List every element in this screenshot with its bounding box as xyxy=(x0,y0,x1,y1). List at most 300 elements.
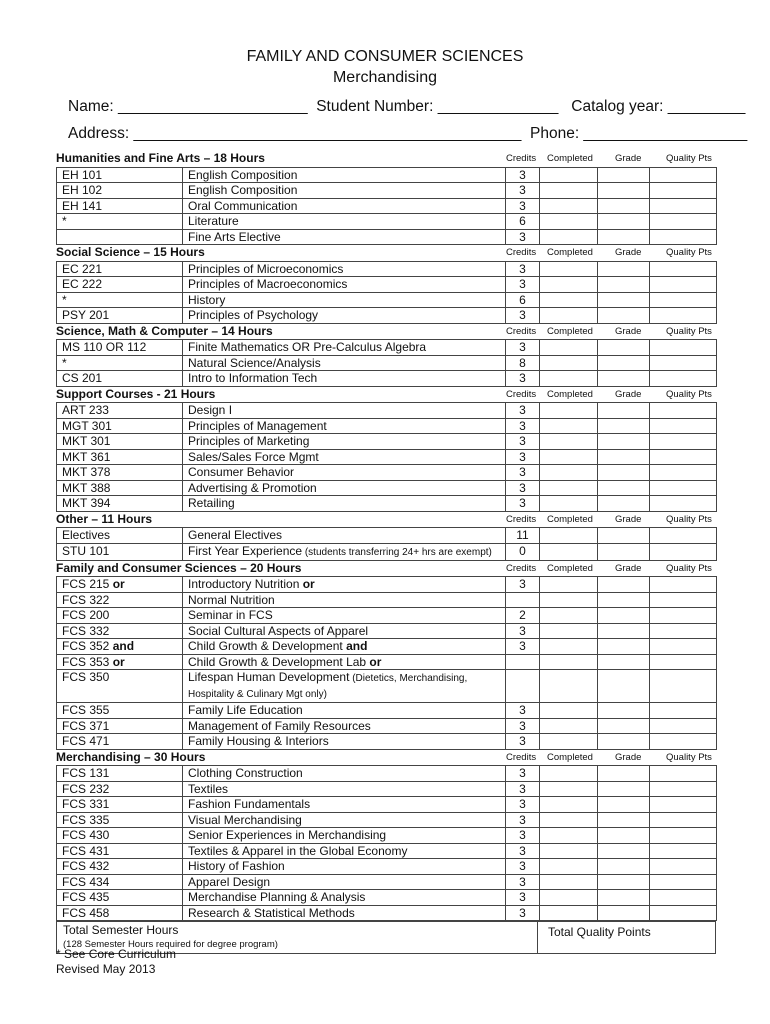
quality-pts-cell[interactable] xyxy=(650,198,717,214)
grade-cell[interactable] xyxy=(598,528,650,544)
quality-pts-cell[interactable] xyxy=(650,766,717,782)
course-row xyxy=(57,183,717,199)
code-cell xyxy=(57,843,183,859)
column-headers xyxy=(504,752,716,766)
course-row xyxy=(57,874,717,890)
grade-cell[interactable] xyxy=(598,261,650,277)
course-name: Management of Family Resources xyxy=(188,718,371,733)
quality-pts-cell[interactable] xyxy=(650,214,717,230)
column-headers xyxy=(504,563,716,577)
grade-cell[interactable] xyxy=(598,797,650,813)
course-row xyxy=(57,654,717,670)
completed-cell[interactable] xyxy=(540,781,598,797)
column-headers xyxy=(504,514,716,528)
completed-cell[interactable] xyxy=(540,797,598,813)
total-hours-note: (128 Semester Hours required for degree program) xyxy=(63,939,278,950)
code-cell xyxy=(57,797,183,813)
section-header xyxy=(56,245,716,261)
completed-cell[interactable] xyxy=(540,496,598,512)
completed-cell[interactable] xyxy=(540,718,598,734)
quality-pts-cell[interactable] xyxy=(650,528,717,544)
quality-pts-cell[interactable] xyxy=(650,623,717,639)
completed-cell[interactable] xyxy=(540,812,598,828)
grade-cell[interactable] xyxy=(598,859,650,875)
grade-cell[interactable] xyxy=(598,308,650,324)
completed-cell[interactable] xyxy=(540,167,598,183)
course-code: * xyxy=(62,214,67,228)
course-code: FCS 434 xyxy=(62,874,110,889)
section-header xyxy=(56,387,716,403)
completed-cell[interactable] xyxy=(540,639,598,655)
course-code: FCS 458 xyxy=(62,905,110,920)
credits-cell: 3 xyxy=(506,449,540,465)
course-code: MGT 301 xyxy=(62,418,112,433)
course-name: Senior Experiences in Merchandising xyxy=(188,828,387,842)
credits-cell: 3 xyxy=(506,781,540,797)
completed-cell[interactable] xyxy=(540,890,598,906)
quality-pts-cell[interactable] xyxy=(650,670,717,703)
quality-pts-cell[interactable] xyxy=(650,292,717,308)
completed-cell[interactable] xyxy=(540,654,598,670)
course-row xyxy=(57,859,717,875)
course-row xyxy=(57,623,717,639)
course-row xyxy=(57,577,717,593)
grade-cell[interactable] xyxy=(598,812,650,828)
course-code: EC 222 xyxy=(62,277,103,291)
course-code: EH 141 xyxy=(62,198,103,213)
credits-cell: 3 xyxy=(506,496,540,512)
quality-pts-cell[interactable] xyxy=(650,654,717,670)
quality-pts-cell[interactable] xyxy=(650,812,717,828)
course-cell xyxy=(183,528,506,544)
quality-pts-cell[interactable] xyxy=(650,496,717,512)
course-cell xyxy=(183,167,506,183)
grade-cell[interactable] xyxy=(598,577,650,593)
quality-pts-cell[interactable] xyxy=(650,403,717,419)
quality-pts-cell[interactable] xyxy=(650,434,717,450)
completed-header: Completed xyxy=(547,513,593,525)
course-row xyxy=(57,812,717,828)
code-cell xyxy=(57,543,183,560)
grade-cell[interactable] xyxy=(598,403,650,419)
quality-pts-cell[interactable] xyxy=(650,608,717,624)
grade-cell[interactable] xyxy=(598,198,650,214)
grade-cell[interactable] xyxy=(598,623,650,639)
code-cell xyxy=(57,859,183,875)
completed-cell[interactable] xyxy=(540,734,598,750)
quality-pts-cell[interactable] xyxy=(650,183,717,199)
core-curriculum-note: * See Core Curriculum xyxy=(56,947,177,961)
quality-pts-cell[interactable] xyxy=(650,480,717,496)
grade-cell[interactable] xyxy=(598,292,650,308)
course-name: Normal Nutrition xyxy=(188,592,275,607)
code-cell xyxy=(57,608,183,624)
credits-cell: 3 xyxy=(506,703,540,719)
course-row xyxy=(57,639,717,655)
course-name: Merchandise Planning & Analysis xyxy=(188,890,366,904)
completed-cell[interactable] xyxy=(540,183,598,199)
credits-cell: 3 xyxy=(506,859,540,875)
course-name: Natural Science/Analysis xyxy=(188,355,321,370)
completed-cell[interactable] xyxy=(540,543,598,560)
completed-cell[interactable] xyxy=(540,355,598,371)
grade-cell[interactable] xyxy=(598,355,650,371)
code-cell xyxy=(57,670,183,703)
grade-cell[interactable] xyxy=(598,781,650,797)
grade-cell[interactable] xyxy=(598,480,650,496)
grade-cell[interactable] xyxy=(598,890,650,906)
credits-cell: 3 xyxy=(506,766,540,782)
course-cell xyxy=(183,308,506,324)
grade-cell[interactable] xyxy=(598,608,650,624)
course-code: MKT 378 xyxy=(62,465,111,479)
grade-cell[interactable] xyxy=(598,449,650,465)
course-name: Consumer Behavior xyxy=(188,465,295,479)
completed-header: Completed xyxy=(547,388,593,400)
completed-cell[interactable] xyxy=(540,592,598,608)
code-cell xyxy=(57,198,183,214)
course-code: FCS 432 xyxy=(62,859,110,873)
grade-cell[interactable] xyxy=(598,828,650,844)
credits-cell: 3 xyxy=(506,623,540,639)
column-headers xyxy=(504,153,716,167)
course-name: General Electives xyxy=(188,528,283,542)
credits-cell: 11 xyxy=(506,528,540,544)
code-cell xyxy=(57,449,183,465)
grade-cell[interactable] xyxy=(598,465,650,481)
grade-cell[interactable] xyxy=(598,639,650,655)
grade-cell[interactable] xyxy=(598,340,650,356)
credits-cell: 3 xyxy=(506,639,540,655)
code-cell xyxy=(57,167,183,183)
completed-cell[interactable] xyxy=(540,703,598,719)
quality-pts-cell[interactable] xyxy=(650,277,717,293)
quality-pts-cell[interactable] xyxy=(650,843,717,859)
course-name: Lifespan Human Development xyxy=(188,670,350,684)
course-row xyxy=(57,890,717,906)
section-header xyxy=(56,151,716,167)
code-cell xyxy=(57,703,183,719)
code-cell xyxy=(57,465,183,481)
completed-cell[interactable] xyxy=(540,874,598,890)
total-hours-label: Total Semester Hours xyxy=(63,923,179,937)
code-cell xyxy=(57,183,183,199)
credits-cell: 3 xyxy=(506,465,540,481)
grade-cell[interactable] xyxy=(598,843,650,859)
course-row xyxy=(57,905,717,921)
code-cell xyxy=(57,434,183,450)
completed-cell[interactable] xyxy=(540,528,598,544)
course-cell xyxy=(183,292,506,308)
course-cell xyxy=(183,543,506,560)
course-name: Fine Arts Elective xyxy=(188,229,281,244)
course-row xyxy=(57,292,717,308)
section-title: Merchandising – 30 Hours xyxy=(56,749,206,764)
course-table xyxy=(56,339,717,387)
grade-cell[interactable] xyxy=(598,905,650,921)
course-row xyxy=(57,797,717,813)
grade-cell[interactable] xyxy=(598,654,650,670)
course-cell xyxy=(183,577,506,593)
quality-pts-cell[interactable] xyxy=(650,229,717,245)
quality-pts-cell[interactable] xyxy=(650,734,717,750)
grade-cell[interactable] xyxy=(598,167,650,183)
course-code: FCS 131 xyxy=(62,766,110,780)
credits-cell: 3 xyxy=(506,261,540,277)
course-name: Child Growth & Development Lab xyxy=(188,654,367,669)
credits-cell: 0 xyxy=(506,543,540,560)
credits-cell xyxy=(506,670,540,703)
completed-cell[interactable] xyxy=(540,766,598,782)
grade-header: Grade xyxy=(615,513,642,525)
quality-pts-cell[interactable] xyxy=(650,905,717,921)
course-row xyxy=(57,434,717,450)
quality-pts-cell[interactable] xyxy=(650,828,717,844)
grade-cell[interactable] xyxy=(598,734,650,750)
credits-cell: 3 xyxy=(506,229,540,245)
course-row xyxy=(57,277,717,293)
quality-pts-cell[interactable] xyxy=(650,418,717,434)
course-name: Principles of Management xyxy=(188,418,327,433)
course-table xyxy=(56,765,717,921)
completed-cell[interactable] xyxy=(540,292,598,308)
quality-pts-cell[interactable] xyxy=(650,543,717,560)
course-row xyxy=(57,608,717,624)
quality-pts-header: Quality Pts xyxy=(666,513,712,525)
grade-cell[interactable] xyxy=(598,229,650,245)
course-code: FCS 350 xyxy=(62,670,110,684)
course-row xyxy=(57,496,717,512)
grade-cell[interactable] xyxy=(598,277,650,293)
quality-pts-cell[interactable] xyxy=(650,718,717,734)
grade-header: Grade xyxy=(615,247,642,258)
completed-cell[interactable] xyxy=(540,340,598,356)
grade-cell[interactable] xyxy=(598,718,650,734)
course-cell xyxy=(183,198,506,214)
course-row xyxy=(57,261,717,277)
course-cell xyxy=(183,890,506,906)
course-row xyxy=(57,703,717,719)
code-cell xyxy=(57,214,183,230)
grade-header: Grade xyxy=(615,562,642,574)
quality-pts-cell[interactable] xyxy=(650,340,717,356)
completed-cell[interactable] xyxy=(540,261,598,277)
section-title: Family and Consumer Sciences – 20 Hours xyxy=(56,560,302,575)
quality-pts-cell[interactable] xyxy=(650,261,717,277)
completed-cell[interactable] xyxy=(540,214,598,230)
course-cell xyxy=(183,340,506,356)
course-row xyxy=(57,229,717,245)
credits-header: Credits xyxy=(506,751,537,763)
section-title: Science, Math & Computer – 14 Hours xyxy=(56,323,273,338)
quality-pts-header: Quality Pts xyxy=(666,325,712,337)
completed-cell[interactable] xyxy=(540,198,598,214)
course-row xyxy=(57,403,717,419)
quality-pts-cell[interactable] xyxy=(650,639,717,655)
quality-pts-cell[interactable] xyxy=(650,703,717,719)
quality-pts-cell[interactable] xyxy=(650,308,717,324)
course-table xyxy=(56,576,717,750)
course-code: FCS 322 xyxy=(62,592,110,607)
course-code: EC 221 xyxy=(62,261,103,276)
credits-cell: 3 xyxy=(506,183,540,199)
quality-pts-cell[interactable] xyxy=(650,465,717,481)
course-name: Family Life Education xyxy=(188,703,303,717)
course-row xyxy=(57,528,717,544)
credits-cell xyxy=(506,592,540,608)
quality-pts-cell[interactable] xyxy=(650,355,717,371)
quality-pts-cell[interactable] xyxy=(650,797,717,813)
course-name: Textiles xyxy=(188,781,229,796)
column-headers xyxy=(504,247,716,261)
completed-cell[interactable] xyxy=(540,670,598,703)
course-name: Retailing xyxy=(188,496,235,510)
grade-cell[interactable] xyxy=(598,371,650,387)
course-name: Advertising & Promotion xyxy=(188,480,317,495)
code-cell xyxy=(57,528,183,544)
credits-cell: 3 xyxy=(506,418,540,434)
completed-cell[interactable] xyxy=(540,905,598,921)
page-subtitle: Merchandising xyxy=(332,69,438,86)
code-cell xyxy=(57,654,183,670)
course-name: First Year Experience xyxy=(188,543,303,558)
code-cell xyxy=(57,781,183,797)
section-header xyxy=(56,561,716,577)
completed-cell[interactable] xyxy=(540,608,598,624)
grade-cell[interactable] xyxy=(598,418,650,434)
page-title: FAMILY AND CONSUMER SCIENCES xyxy=(246,48,524,65)
course-cell xyxy=(183,905,506,921)
section-header xyxy=(56,324,716,340)
quality-pts-cell[interactable] xyxy=(650,371,717,387)
quality-pts-cell[interactable] xyxy=(650,449,717,465)
course-code: FCS 232 xyxy=(62,781,110,796)
course-code: MKT 394 xyxy=(62,496,111,510)
course-name: History xyxy=(188,292,226,307)
course-code: MKT 301 xyxy=(62,434,111,448)
student-info-line: Name: ______________________ Student Number: ______________ Catalog year: _________ xyxy=(68,98,746,115)
code-cell xyxy=(57,592,183,608)
credits-header: Credits xyxy=(506,325,537,337)
address-info-line: Address: _____________________________________________ Phone: ___________________ xyxy=(68,125,748,142)
quality-pts-header: Quality Pts xyxy=(666,247,712,258)
grade-cell[interactable] xyxy=(598,670,650,703)
course-cell xyxy=(183,703,506,719)
credits-header: Credits xyxy=(506,388,537,400)
course-row xyxy=(57,843,717,859)
course-code: FCS 355 xyxy=(62,703,110,717)
course-connector: and xyxy=(342,639,368,653)
course-name: Seminar in FCS xyxy=(188,608,273,622)
course-row xyxy=(57,418,717,434)
course-code: FCS 353 xyxy=(62,654,110,669)
completed-cell[interactable] xyxy=(540,418,598,434)
course-cell xyxy=(183,797,506,813)
grade-cell[interactable] xyxy=(598,183,650,199)
completed-cell[interactable] xyxy=(540,434,598,450)
completed-cell[interactable] xyxy=(540,577,598,593)
grade-cell[interactable] xyxy=(598,766,650,782)
course-cell xyxy=(183,639,506,655)
course-code: MS 110 OR 112 xyxy=(62,340,147,354)
course-checklist xyxy=(56,151,716,954)
course-cell xyxy=(183,766,506,782)
code-cell xyxy=(57,623,183,639)
completed-cell[interactable] xyxy=(540,828,598,844)
completed-cell[interactable] xyxy=(540,371,598,387)
completed-cell[interactable] xyxy=(540,403,598,419)
completed-cell[interactable] xyxy=(540,859,598,875)
credits-cell: 3 xyxy=(506,734,540,750)
grade-cell[interactable] xyxy=(598,592,650,608)
course-name: Social Cultural Aspects of Apparel xyxy=(188,623,369,638)
course-row xyxy=(57,449,717,465)
grade-cell[interactable] xyxy=(598,543,650,560)
credits-cell: 3 xyxy=(506,371,540,387)
quality-pts-cell[interactable] xyxy=(650,781,717,797)
grade-cell[interactable] xyxy=(598,703,650,719)
grade-cell[interactable] xyxy=(598,874,650,890)
grade-cell[interactable] xyxy=(598,214,650,230)
completed-cell[interactable] xyxy=(540,623,598,639)
credits-cell: 3 xyxy=(506,340,540,356)
quality-pts-cell[interactable] xyxy=(650,874,717,890)
credits-cell: 3 xyxy=(506,308,540,324)
credits-cell: 3 xyxy=(506,480,540,496)
quality-pts-cell[interactable] xyxy=(650,859,717,875)
completed-cell[interactable] xyxy=(540,480,598,496)
total-quality-box[interactable] xyxy=(538,921,716,954)
credits-cell: 3 xyxy=(506,403,540,419)
completed-cell[interactable] xyxy=(540,229,598,245)
credits-cell: 3 xyxy=(506,277,540,293)
credits-cell: 3 xyxy=(506,797,540,813)
course-code: FCS 331 xyxy=(62,797,110,811)
completed-cell[interactable] xyxy=(540,277,598,293)
quality-pts-cell[interactable] xyxy=(650,592,717,608)
credits-cell: 6 xyxy=(506,214,540,230)
completed-cell[interactable] xyxy=(540,308,598,324)
quality-pts-cell[interactable] xyxy=(650,577,717,593)
course-cell xyxy=(183,214,506,230)
course-code: ART 233 xyxy=(62,403,109,417)
course-cell xyxy=(183,480,506,496)
code-cell xyxy=(57,292,183,308)
course-cell xyxy=(183,403,506,419)
quality-pts-cell[interactable] xyxy=(650,167,717,183)
course-row xyxy=(57,670,717,703)
code-cell xyxy=(57,261,183,277)
course-row xyxy=(57,592,717,608)
completed-cell[interactable] xyxy=(540,465,598,481)
section-title: Other – 11 Hours xyxy=(56,511,153,526)
course-note-continued: Hospitality & Culinary Mgt only) xyxy=(188,689,327,700)
course-cell xyxy=(183,718,506,734)
completed-cell[interactable] xyxy=(540,843,598,859)
course-name: English Composition xyxy=(188,183,298,197)
credits-cell: 3 xyxy=(506,198,540,214)
course-row xyxy=(57,543,717,560)
grade-cell[interactable] xyxy=(598,496,650,512)
course-name: Sales/Sales Force Mgmt xyxy=(188,449,319,464)
course-code: FCS 215 xyxy=(62,577,110,591)
credits-header: Credits xyxy=(506,513,537,525)
quality-pts-cell[interactable] xyxy=(650,890,717,906)
completed-header: Completed xyxy=(547,153,593,164)
code-cell xyxy=(57,277,183,293)
grade-cell[interactable] xyxy=(598,434,650,450)
completed-cell[interactable] xyxy=(540,449,598,465)
